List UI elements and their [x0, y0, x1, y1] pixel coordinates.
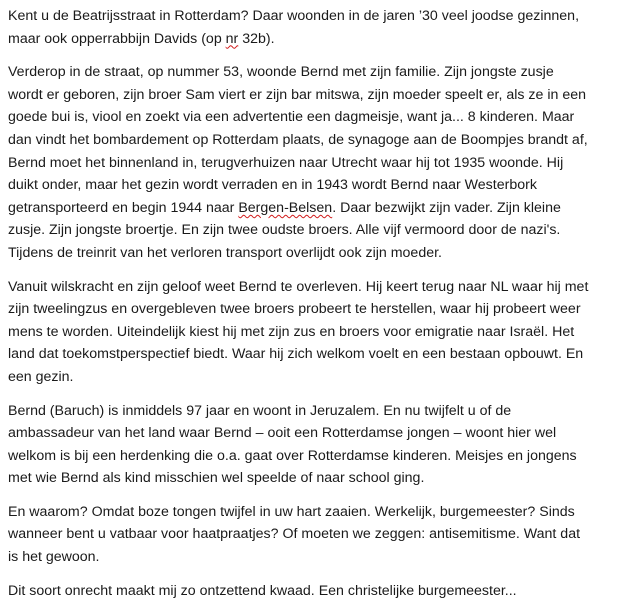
text-line: Bernd (Baruch) is inmiddels 97 jaar en woont in Jeruzalem. En nu twijfelt u of de	[8, 402, 512, 419]
text-line: zijn tweelingzus en overgebleven twee broers probeert te herstellen, waar hij probeert weer	[8, 301, 581, 318]
paragraph-present-day	[8, 400, 617, 490]
text-line: is het gewoon.	[8, 549, 100, 566]
text-line: land dat toekomstperspectief biedt. Waar hij zich welkom voelt en een bestaan opbouwt. En	[8, 346, 584, 363]
paragraph-closing	[8, 580, 617, 603]
text-line: Dit soort onrecht maakt mij zo ontzettend kwaad. Een christelijke burgemeester...	[8, 582, 517, 599]
text-run: getransporteerd en begin 1944 naar	[8, 199, 239, 216]
text-line: welkom is bij een herdenking die o.a. gaat over Rotterdamse kinderen. Meisjes en jongens	[8, 447, 577, 464]
text-run: 32b).	[238, 30, 275, 47]
text-line: een gezin.	[8, 368, 74, 385]
text-line: En waarom? Omdat boze tongen twijfel in uw hart zaaien. Werkelijk, burgemeester? Sinds	[8, 503, 575, 520]
text-line: zusje. Zijn jongste broertje. En zijn twee oudste broers. Alle vijf vermoord door de nazi's.	[8, 222, 561, 239]
text-line	[8, 197, 617, 220]
text-line: dan vindt het bombardement op Rotterdam plaats, de synagoge aan de Boompjes brandt af,	[8, 131, 588, 148]
text-line: met wie Bernd als kind misschien wel speelde of naar school ging.	[8, 470, 425, 487]
text-line: wanneer bent u vatbaar voor haatpraatjes? Of moeten we zeggen: antisemitisme. Want dat	[8, 526, 581, 543]
text-line: Bernd moet het binnenland in, terugverhuizen naar Utrecht waar hij tot 1935 woonde. Hij	[8, 154, 564, 171]
paragraph-intro	[8, 5, 617, 50]
paragraph-question	[8, 501, 617, 569]
paragraph-survival	[8, 276, 617, 389]
text-line: ambassadeur van het land waar Bernd – ooit een Rotterdamse jongen – woont hier wel	[8, 425, 557, 442]
text-run: maar ook opperrabbijn Davids (op	[8, 30, 226, 47]
text-line	[8, 28, 617, 51]
text-line: Vanuit wilskracht en zijn geloof weet Bernd te overleven. Hij keert terug naar NL waar hij met	[8, 278, 589, 295]
text-line: mens te worden. Uiteindelijk kiest hij met zijn zus en broers voor emigratie naar Israël. Het	[8, 323, 575, 340]
text-line: duikt onder, maar het gezin wordt verraden en in 1943 wordt Bernd naar Westerbork	[8, 177, 537, 194]
text-run: . Daar bezwijkt zijn vader. Zijn kleine	[332, 199, 561, 216]
paragraph-family-history	[8, 61, 617, 264]
text-line: wordt er geboren, zijn broer Sam viert er zijn bar mitswa, zijn moeder speelt er, als ze in een	[8, 86, 587, 103]
text-line: goede bui is, viool en zoekt via een advertentie een dagmeisje, want ja... 8 kinderen. Maar	[8, 109, 575, 126]
misspelled-word[interactable]: Bergen-Belsen	[238, 199, 333, 216]
text-line: Tijdens de treinrit van het verloren transport overlijdt ook zijn moeder.	[8, 244, 442, 261]
text-line: Verderop in de straat, op nummer 53, woonde Bernd met zijn familie. Zijn jongste zusje	[8, 64, 554, 81]
misspelled-word[interactable]: nr	[225, 30, 239, 47]
text-line: Kent u de Beatrijsstraat in Rotterdam? Daar woonden in de jaren ’30 veel joodse gezinnen,	[8, 8, 580, 24]
